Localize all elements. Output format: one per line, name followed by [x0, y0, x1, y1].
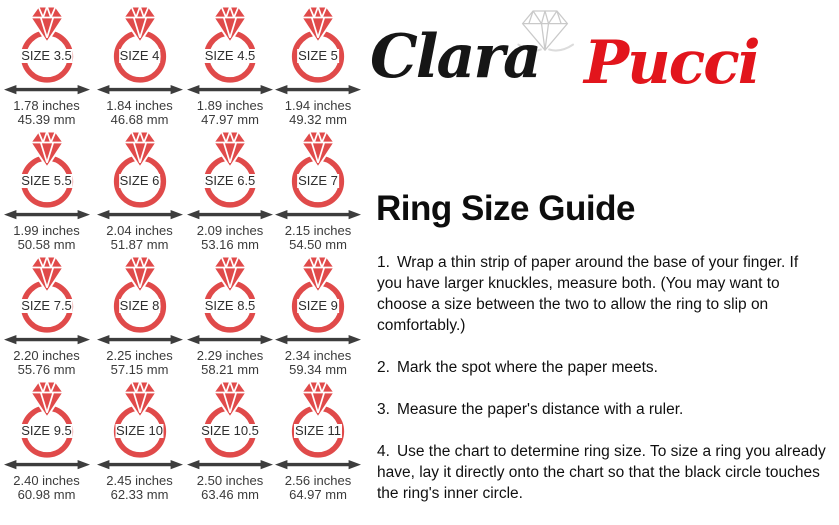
diameter-inches: 1.99 inches [13, 223, 80, 238]
diameter-inches: 2.04 inches [106, 223, 173, 238]
diameter-mm: 53.16 mm [201, 237, 259, 252]
ring-illustration [100, 255, 180, 333]
ring-size-label: SIZE 5.5 [21, 173, 72, 188]
diameter-arrow-icon [275, 84, 361, 95]
diameter-inches: 2.50 inches [196, 473, 264, 488]
diameter-arrow-icon [4, 209, 90, 220]
instruction-step [377, 399, 827, 420]
diameter-inches: 2.09 inches [196, 223, 264, 238]
guide-title: Ring Size Guide [376, 189, 635, 228]
brand-first-word: Clara [370, 22, 540, 92]
ring-icon [7, 5, 87, 83]
ring-icon [190, 255, 270, 333]
diameter-inches: 2.20 inches [13, 348, 80, 363]
step-number: 3. [377, 401, 390, 418]
ring-icon [190, 130, 270, 208]
diameter-mm: 54.50 mm [289, 237, 347, 252]
ring-size-label: SIZE 3.5 [21, 48, 72, 63]
ring-size-cell [0, 378, 93, 503]
ring-icon [278, 130, 358, 208]
ring-illustration [278, 5, 358, 83]
step-text: Wrap a thin strip of paper around the base of your finger. If you have larger knuckles, measure both. (You may want to choose a size between the two to allow the ring to slip on comfortably.) [377, 254, 799, 334]
ring-size-cell [93, 378, 186, 503]
diameter-inches: 2.29 inches [196, 348, 264, 363]
ring-size-cell [93, 128, 186, 253]
diameter-mm: 55.76 mm [17, 362, 76, 377]
ring-icon [7, 255, 87, 333]
diameter-arrow-icon [187, 459, 273, 470]
ring-size-label: SIZE 10.5 [201, 423, 259, 438]
diameter-arrow-icon [97, 209, 183, 220]
ring-illustration [190, 130, 270, 208]
ring-size-label: SIZE 7.5 [21, 298, 72, 313]
ring-size-label: SIZE 9.5 [21, 423, 72, 438]
diameter-mm: 60.98 mm [17, 487, 76, 502]
diameter-inches: 1.94 inches [284, 98, 352, 113]
diameter-mm: 46.68 mm [110, 112, 169, 127]
diameter-arrow-icon [187, 84, 273, 95]
ring-size-cell [93, 3, 186, 128]
diameter-inches: 1.89 inches [196, 98, 264, 113]
ring-icon [100, 5, 180, 83]
ring-icon [7, 380, 87, 458]
brand-logo [370, 6, 790, 112]
ring-size-label: SIZE 4.5 [204, 48, 256, 63]
ring-size-cell [0, 3, 93, 128]
instruction-step [377, 357, 827, 378]
ring-icon [190, 5, 270, 83]
diameter-mm: 62.33 mm [110, 487, 169, 502]
diameter-mm: 58.21 mm [201, 362, 259, 377]
diameter-mm: 45.39 mm [17, 112, 76, 127]
ring-size-label: SIZE 8.5 [204, 298, 256, 313]
step-text: Use the chart to determine ring size. To size a ring you already have, lay it directly onto the chart so that the black circle touches the ring's inner circle. [377, 443, 826, 502]
diameter-arrow-icon [97, 459, 183, 470]
ring-size-label: SIZE 8 [119, 298, 160, 313]
diameter-arrow-icon [275, 209, 361, 220]
diameter-arrow-icon [4, 334, 90, 345]
diameter-inches: 2.45 inches [106, 473, 173, 488]
diameter-mm: 63.46 mm [201, 487, 259, 502]
ring-icon [278, 255, 358, 333]
diameter-arrow-icon [4, 459, 90, 470]
ring-illustration [190, 255, 270, 333]
ring-illustration [190, 5, 270, 83]
ring-illustration [7, 130, 87, 208]
diameter-arrow-icon [97, 334, 183, 345]
diameter-inches: 2.25 inches [106, 348, 173, 363]
ring-illustration [100, 380, 180, 458]
step-number: 4. [377, 443, 390, 460]
instruction-steps [377, 252, 827, 525]
ring-illustration [278, 130, 358, 208]
ring-size-cell [93, 253, 186, 378]
ring-size-label: SIZE 9 [298, 298, 338, 313]
ring-illustration [278, 255, 358, 333]
ring-size-label: SIZE 5 [298, 48, 338, 63]
diameter-arrow-icon [275, 334, 361, 345]
ring-illustration [7, 380, 87, 458]
ring-size-cell [0, 128, 93, 253]
ring-illustration [7, 5, 87, 83]
ring-size-cell [274, 378, 362, 503]
ring-size-label: SIZE 4 [119, 48, 160, 63]
instruction-step [377, 252, 827, 336]
instruction-step [377, 441, 827, 504]
ring-size-cell [0, 253, 93, 378]
step-text: Measure the paper's distance with a ruler. [396, 401, 684, 418]
ring-icon [100, 380, 180, 458]
ring-icon [278, 5, 358, 83]
diameter-inches: 2.40 inches [13, 473, 80, 488]
ring-illustration [7, 255, 87, 333]
brand-second-word: Pucci [584, 28, 759, 98]
diameter-inches: 2.56 inches [284, 473, 352, 488]
diameter-mm: 51.87 mm [110, 237, 169, 252]
ring-size-cell [274, 3, 362, 128]
step-number: 2. [377, 359, 390, 376]
ring-illustration [278, 380, 358, 458]
ring-size-label: SIZE 7 [298, 173, 338, 188]
ring-size-cell [274, 128, 362, 253]
ring-icon [278, 380, 358, 458]
diameter-arrow-icon [187, 209, 273, 220]
ring-illustration [100, 130, 180, 208]
diameter-inches: 1.84 inches [106, 98, 173, 113]
ring-icon [190, 380, 270, 458]
ring-size-label: SIZE 6 [119, 173, 160, 188]
ring-size-cell [186, 128, 274, 253]
ring-size-label: SIZE 11 [294, 423, 342, 438]
diameter-arrow-icon [4, 84, 90, 95]
diameter-inches: 2.15 inches [284, 223, 352, 238]
step-number: 1. [377, 254, 390, 271]
diameter-mm: 59.34 mm [289, 362, 347, 377]
diameter-arrow-icon [275, 459, 361, 470]
diameter-mm: 64.97 mm [289, 487, 347, 502]
ring-illustration [190, 380, 270, 458]
step-text: Mark the spot where the paper meets. [396, 359, 658, 376]
ring-size-cell [186, 253, 274, 378]
ring-size-label: SIZE 10 [116, 423, 163, 438]
ring-size-cell [186, 378, 274, 503]
ring-size-label: SIZE 6.5 [204, 173, 256, 188]
ring-size-cell [274, 253, 362, 378]
ring-illustration [100, 5, 180, 83]
diameter-inches: 2.34 inches [284, 348, 352, 363]
ring-size-chart [0, 3, 362, 503]
diameter-mm: 49.32 mm [289, 112, 347, 127]
ring-icon [100, 255, 180, 333]
ring-icon [7, 130, 87, 208]
diameter-arrow-icon [187, 334, 273, 345]
diameter-mm: 57.15 mm [110, 362, 169, 377]
diameter-arrow-icon [97, 84, 183, 95]
ring-size-cell [186, 3, 274, 128]
diameter-inches: 1.78 inches [13, 98, 80, 113]
diameter-mm: 47.97 mm [201, 112, 259, 127]
diameter-mm: 50.58 mm [17, 237, 76, 252]
ring-icon [100, 130, 180, 208]
